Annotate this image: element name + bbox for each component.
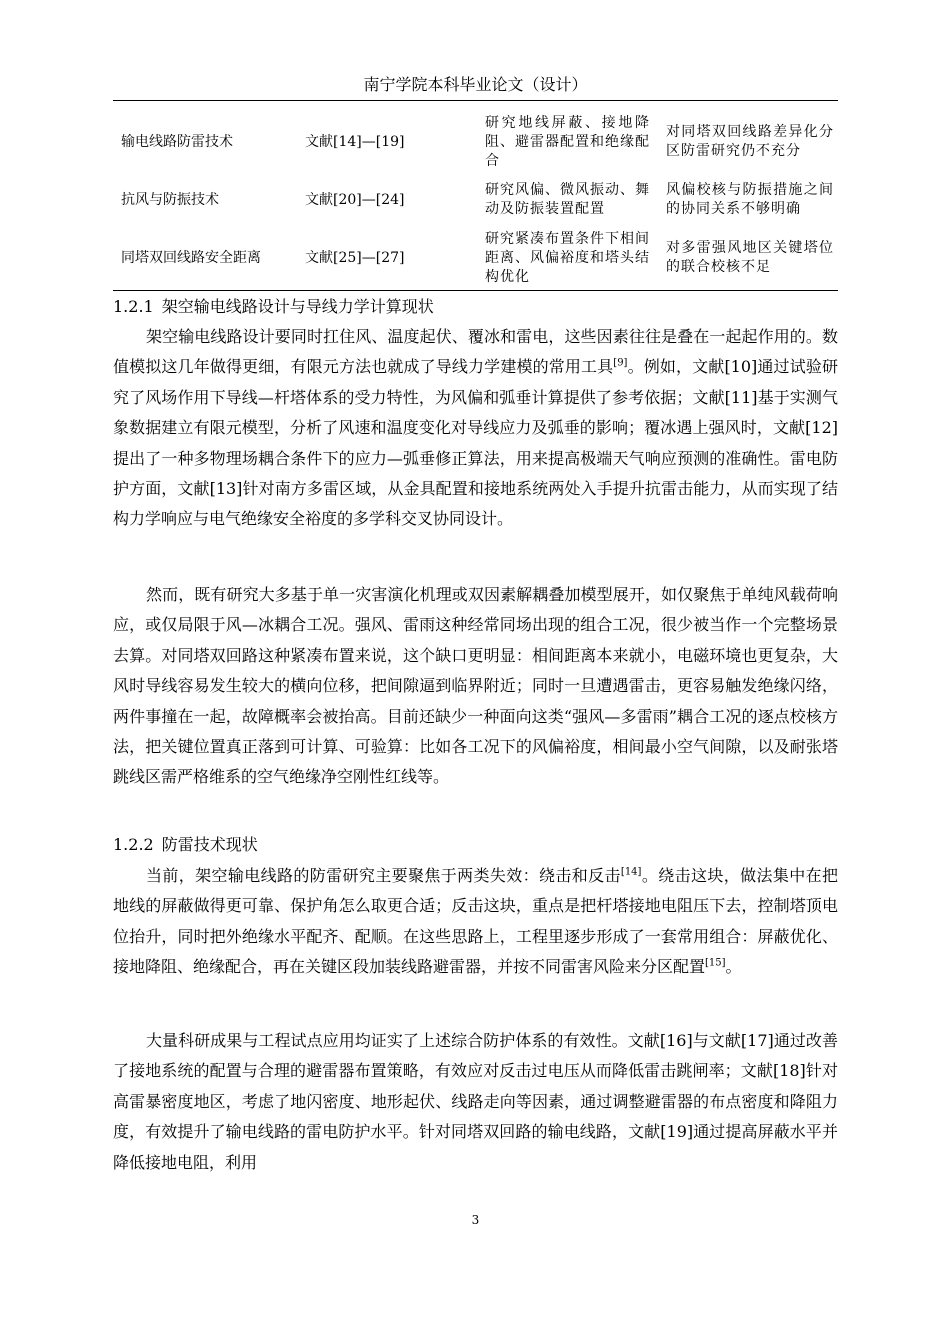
section-title: 防雷技术现状 (161, 835, 258, 854)
section-number: 1.2.2 (113, 835, 154, 854)
cell-refs: 文献[20]—[24] (305, 191, 405, 208)
table-row (113, 171, 838, 229)
citation: [9] (613, 358, 628, 370)
table-row (113, 229, 838, 287)
section-number: 1.2.1 (113, 297, 154, 316)
section-title: 架空输电线路设计与导线力学计算现状 (161, 297, 434, 316)
paragraph: 大量科研成果与工程试点应用均证实了上述综合防护体系的有效性。文献[16]与文献[17]通过改善了接地系统的配置与合理的避雷器布置策略，有效应对反击过电压从而降低雷击跳闸率；文献[18]针对高雷暴密度地区，考虑了地闪密度、地形起伏、线路走向等因素，通过调整避雷器的布点密度和降阻力度，有效提升了输电线路的雷电防护水平。针对同塔双回路的输电线路，文献[19]通过提高屏蔽水平并降低接地电阻，利用 (113, 1031, 838, 1172)
paragraph-text: 。 (725, 957, 742, 977)
citation: [15] (705, 957, 726, 969)
cell-topic: 输电线路防雷技术 (121, 133, 233, 150)
page-number: 3 (471, 1213, 480, 1227)
paragraph: 然而，既有研究大多基于单一灾害演化机理或双因素解耦叠加模型展开，如仅聚焦于单纯风载荷响应，或仅局限于风—冰耦合工况。强风、雷雨这种经常同场出现的组合工况，很少被当作一个完整场景去算。对同塔双回路这种紧凑布置来说，这个缺口更明显：相间距离本来就小，电磁环境也更复杂，大风时导线容易发生较大的横向位移，把间隙逼到临界附近；同时一旦遭遇雷击，更容易触发绝缘闪络，两件事撞在一起，故障概率会被抬高。目前还缺少一种面向这类“强风—多雷雨”耦合工况的逐点校核方法，把关键位置真正落到可计算、可验算：比如各工况下的风偏裕度，相间最小空气间隙，以及耐张塔跳线区需严格维系的空气绝缘净空刚性红线等。 (113, 585, 838, 787)
paragraph (113, 322, 838, 535)
header-rule (113, 100, 838, 101)
cell-content: 研究地线屏蔽、接地降阻、避雷器配置和绝缘配合 (485, 114, 650, 169)
running-header: 南宁学院本科毕业论文（设计） (363, 75, 588, 94)
paragraph-text: 。例如，文献[10]通过试验研究了风场作用下导线—杆塔体系的受力特性，为风偏和弧垂计算提供了参考依据；文献[11]基于实测气象数据建立有限元模型，分析了风速和温度变化对导线应力及弧垂的影响；覆冰遇上强风时，文献[12]提出了一种多物理场耦合条件下的应力—弧垂修正算法，用来提高极端天气响应预测的准确性。雷电防护方面，文献[13]针对南方多雷区域，从金具配置和接地系统两处入手提升抗雷击能力，从而实现了结构力学响应与电气绝缘安全裕度的多学科交叉协同设计。 (113, 357, 838, 529)
paragraph-text: 。绕击这块，做法集中在把地线的屏蔽做得更可靠、保护角怎么取更合适；反击这块，重点是把杆塔接地电阻压下去，控制塔顶电位抬升，同时把外绝缘水平配齐、配顺。在这些思路上，工程里逐步形成了一套常用组合：屏蔽优化、接地降阻、绝缘配合，再在关键区段加装线路避雷器，并按不同雷害风险来分区配置 (113, 866, 838, 977)
summary-table (113, 113, 838, 287)
section-heading-1-2-1 (113, 296, 434, 318)
table-bottom-rule (113, 290, 838, 291)
paragraph-text: 架空输电线路设计要同时扛住风、温度起伏、覆冰和雷电，这些因素往往是叠在一起起作用的。数值模拟这几年做得更细，有限元方法也就成了导线力学建模的常用工具 (113, 327, 838, 377)
cell-refs: 文献[25]—[27] (305, 249, 405, 266)
cell-gap: 对多雷强风地区关键塔位的联合校核不足 (666, 240, 834, 275)
cell-content: 研究紧凑布置条件下相间距离、风偏裕度和塔头结构优化 (485, 230, 650, 285)
cell-topic: 同塔双回线路安全距离 (121, 249, 261, 266)
cell-refs: 文献[14]—[19] (305, 133, 405, 150)
table-row (113, 113, 838, 171)
paragraph (113, 861, 838, 983)
cell-gap: 对同塔双回线路差异化分区防雷研究仍不充分 (666, 124, 834, 159)
citation: [14] (620, 866, 642, 878)
paragraph-text: 当前，架空输电线路的防雷研究主要聚焦于两类失效：绕击和反击 (146, 866, 621, 885)
cell-gap: 风偏校核与防振措施之间的协同关系不够明确 (666, 182, 834, 217)
section-heading-1-2-2 (113, 834, 258, 856)
cell-topic: 抗风与防振技术 (121, 191, 219, 208)
cell-content: 研究风偏、微风振动、舞动及防振装置配置 (485, 182, 650, 217)
